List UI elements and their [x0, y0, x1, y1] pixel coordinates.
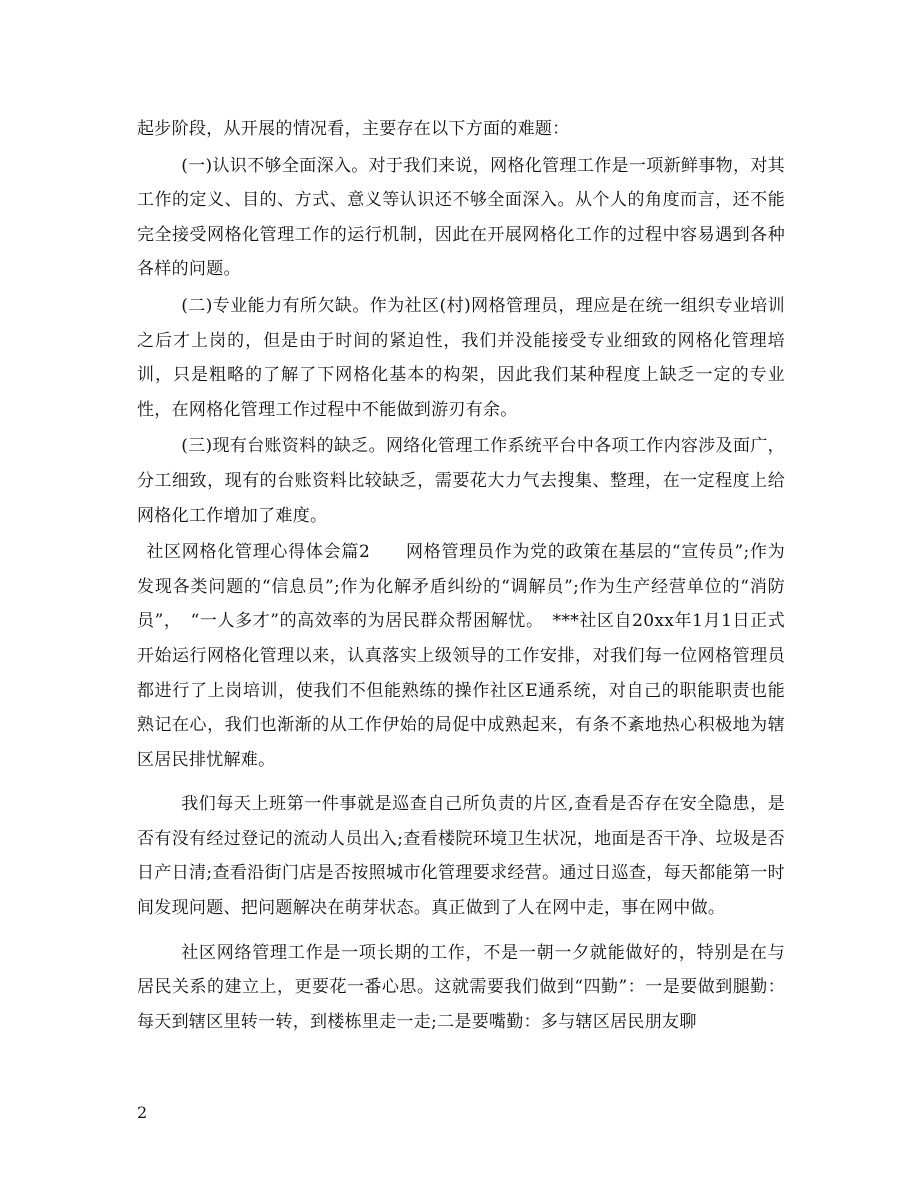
paragraph-point-one: (一)认识不够全面深入。对于我们来说，网格化管理工作是一项新鲜事物，对其工作的定义、目的、方式、意义等认识还不够全面深入。从个人的角度而言，还不能完全接受网格化管理工作的运行机制，因此在开展网格化工作的过程中容易遇到各种各样的问题。 [137, 155, 785, 280]
page-number: 2 [137, 1103, 148, 1122]
paragraph-article-two: 社区网格化管理心得体会篇2 网格管理员作为党的政策在基层的“宣传员”;作为发现各类问题的“信息员”;作为化解矛盾纠纷的“调解员”;作为生产经营单位的“消防员”， “一人多才”的高效率的为居民群众帮困解忧。 ***社区自20xx年1月1日正式开始运行网格化管理以来，认真落实上级领导的工作安排，对我们每一位网格管理员都进行了上岗培训，使我们不但能熟练的操作社区E通系统，对自己的职能职责也能熟记在心，我们也渐渐的从工作伊始的局促中成熟起来，有条不紊地热心积极地为辖区居民排忧解难。 [137, 542, 785, 770]
paragraph-intro: 起步阶段，从开展的情况看，主要存在以下方面的难题： [137, 119, 570, 139]
paragraph-point-three: (三)现有台账资料的缺乏。网络化管理工作系统平台中各项工作内容涉及面广，分工细致，现有的台账资料比较缺乏，需要花大力气去搜集、整理，在一定程度上给网格化工作增加了难度。 [137, 436, 785, 526]
paragraph-daily-patrol: 我们每天上班第一件事就是巡查自己所负责的片区,查看是否存在安全隐患，是否有没有经过登记的流动人员出入;查看楼院环境卫生状况，地面是否干净、垃圾是否日产日清;查看沿街门店是否按照城市化管理要求经营。通过日巡查，每天都能第一时间发现问题、把问题解决在萌芽状态。真正做到了人在网中走，事在网中做。 [137, 794, 785, 919]
paragraph-four-diligence: 社区网络管理工作是一项长期的工作，不是一朝一夕就能做好的，特别是在与居民关系的建立上，更要花一番心思。这就需要我们做到“四勤”：一是要做到腿勤：每天到辖区里转一转，到楼栋里走一走;二是要嘴勤：多与辖区居民朋友聊 [137, 942, 785, 1032]
document-body [137, 112, 785, 1039]
paragraph-point-two: (二)专业能力有所欠缺。作为社区(村)网格管理员，理应是在统一组织专业培训之后才上岗的，但是由于时间的紧迫性，我们并没能接受专业细致的网格化管理培训，只是粗略的了解了下网格化基本的构架，因此我们某种程度上缺乏一定的专业性，在网格化管理工作过程中不能做到游刃有余。 [137, 295, 785, 420]
